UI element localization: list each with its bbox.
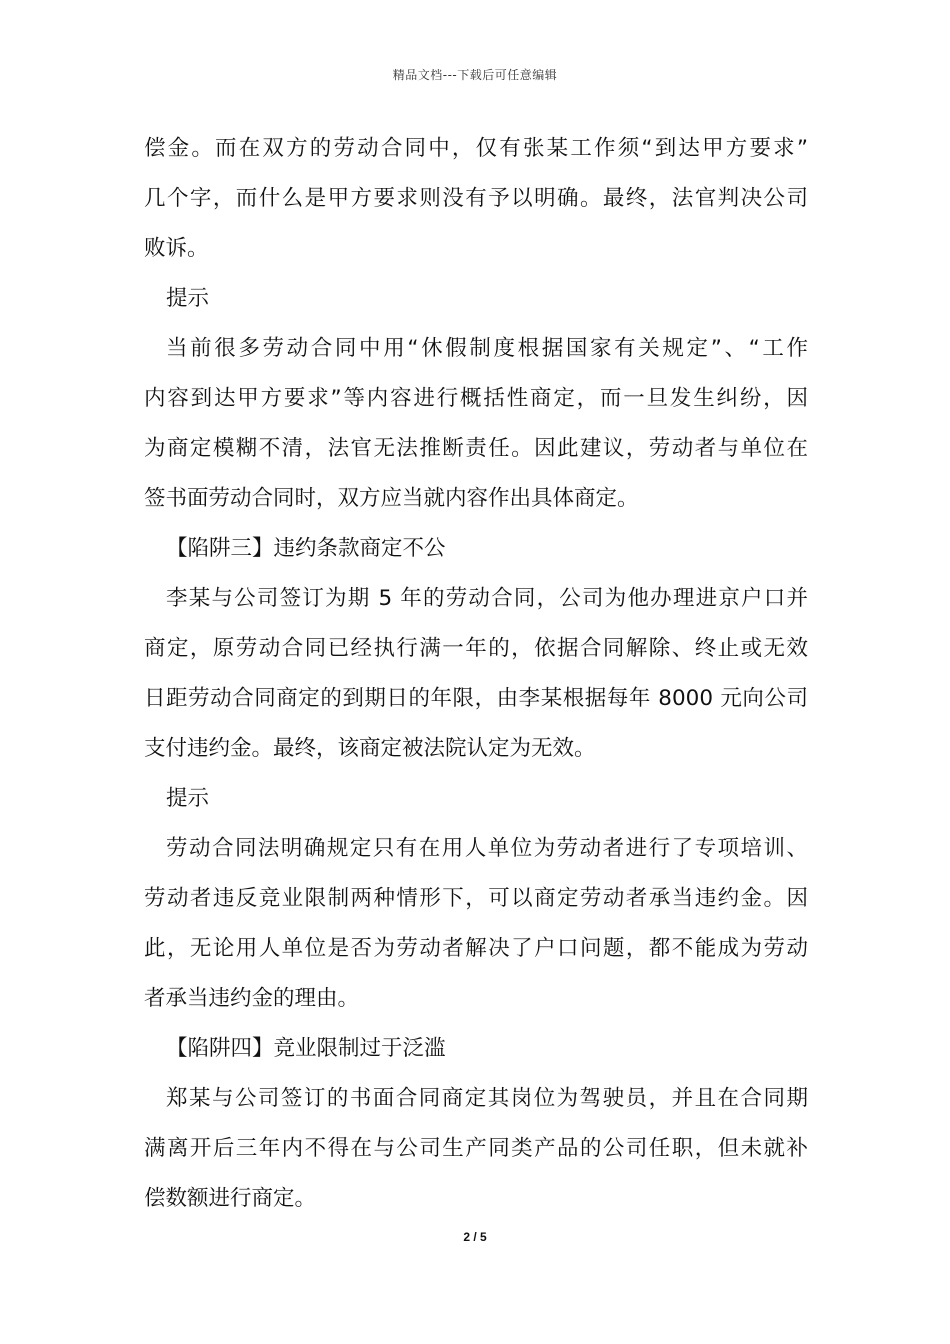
paragraph-line: 签书面劳动合同时，双方应当就内容作出具体商定。 xyxy=(144,486,639,511)
paragraph-line: 劳动合同法明确规定只有在用人单位为劳动者进行了专项培训、 xyxy=(166,836,808,861)
paragraph-line: 支付违约金。最终，该商定被法院认定为无效。 xyxy=(144,736,596,761)
paragraph-line: 日距劳动合同商定的到期日的年限，由李某根据每年 8000 元向公司 xyxy=(144,686,808,711)
paragraph-line: 商定，原劳动合同已经执行满一年的，依据合同解除、终止或无效 xyxy=(144,636,808,661)
paragraph-line: 几个字，而什么是甲方要求则没有予以明确。最终，法官判决公司 xyxy=(144,186,808,211)
paragraph-line: 李某与公司签订为期 5 年的劳动合同，公司为他办理进京户口并 xyxy=(166,586,808,611)
paragraph-line: 此，无论用人单位是否为劳动者解决了户口问题，都不能成为劳动 xyxy=(144,936,808,961)
document-body xyxy=(144,124,808,1224)
section-label-hint: 提示 xyxy=(166,786,210,811)
section-label-hint: 提示 xyxy=(166,286,210,311)
section-heading-trap-4: 【陷阱四】竞业限制过于泛滥 xyxy=(166,1036,446,1061)
paragraph-line: 败诉。 xyxy=(144,236,209,261)
page-header: 精品文档---下载后可任意编辑 xyxy=(392,68,558,82)
paragraph-line: 为商定模糊不清，法官无法推断责任。因此建议，劳动者与单位在 xyxy=(144,436,808,461)
paragraph-line: 劳动者违反竞业限制两种情形下，可以商定劳动者承当违约金。因 xyxy=(144,886,808,911)
section-heading-trap-3: 【陷阱三】违约条款商定不公 xyxy=(166,536,446,561)
paragraph-line: 偿金。而在双方的劳动合同中，仅有张某工作须“到达甲方要求” xyxy=(144,136,808,161)
paragraph-line: 郑某与公司签订的书面合同商定其岗位为驾驶员，并且在合同期 xyxy=(166,1086,808,1111)
paragraph-line: 内容到达甲方要求”等内容进行概括性商定，而一旦发生纠纷，因 xyxy=(144,386,808,411)
paragraph-line: 满离开后三年内不得在与公司生产同类产品的公司任职，但未就补 xyxy=(144,1136,808,1161)
paragraph-line: 者承当违约金的理由。 xyxy=(144,986,360,1011)
page-number: 2 / 5 xyxy=(463,1230,487,1244)
paragraph-line: 当前很多劳动合同中用“休假制度根据国家有关规定”、“工作 xyxy=(166,336,808,361)
paragraph-line: 偿数额进行商定。 xyxy=(144,1186,317,1211)
